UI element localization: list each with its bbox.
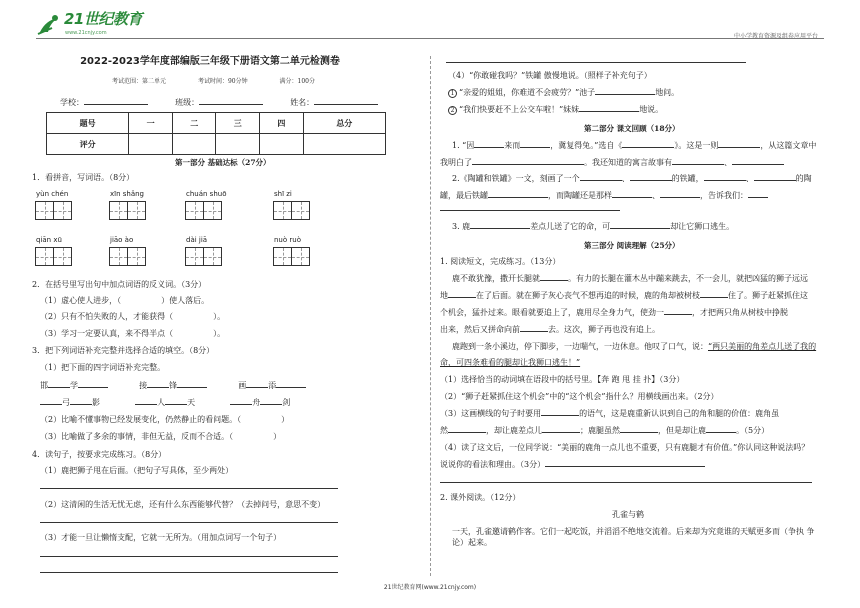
answer-blank[interactable] <box>542 432 580 433</box>
passage-line <box>452 341 816 352</box>
reading1-prompt: 1. 阅读短文，完成练习。（13分） <box>440 257 561 266</box>
pinyin-box-group <box>110 190 146 220</box>
review-text: 》。这是一则 <box>674 141 719 150</box>
answer-blank[interactable] <box>579 111 639 112</box>
answer-line[interactable] <box>40 572 338 573</box>
answer-blank[interactable] <box>700 297 728 298</box>
passage-text: 鹿不敢犹豫，撒开长腿就 <box>452 274 540 283</box>
question-text: 的语气，这是鹿重新认识到自己的角和腿的价值：鹿角虽 <box>579 409 780 418</box>
q3-item: （2）比喻不懂事物已经发展变化，仍然静止的看问题。（ ） <box>40 415 290 424</box>
logo-url: www.21cnjy.com <box>65 30 107 36</box>
review-text: 。我还知道的寓言故事有 <box>584 158 672 167</box>
score-cell[interactable] <box>260 134 304 155</box>
answer-line[interactable] <box>440 482 812 483</box>
site-logo <box>36 10 156 38</box>
review-text: 2.《陶罐和铁罐》一文，刻画了一个 <box>452 174 580 183</box>
name-label: 姓名： <box>290 98 315 107</box>
char-grid[interactable] <box>274 247 310 266</box>
idiom-char: 人 <box>157 398 166 407</box>
exam-scope: 考试范围：第二单元 <box>112 78 167 85</box>
review-q2: 2.《陶罐和铁罐》一文，刻画了一个 、 的铁罐， 、 的陶 <box>452 174 812 183</box>
q4-sentence-end: 地说。 <box>639 105 664 114</box>
idiom-char: 舟 <box>252 398 261 407</box>
idiom-row <box>40 397 290 408</box>
pinyin-box-group <box>274 190 310 220</box>
reading-question-cont <box>440 425 769 436</box>
review-q2-cont: 罐，最后铁罐 ，而陶罐还是那样 、 ，告诉我们： <box>440 190 768 201</box>
runner-logo-icon <box>36 14 62 36</box>
part1-heading: 第一部分 基础达标（27分） <box>175 158 271 167</box>
score-header-cell: 二 <box>172 113 216 134</box>
answer-blank[interactable] <box>664 314 692 315</box>
exam-time: 考试时间：90分钟 <box>197 78 248 85</box>
answer-blank[interactable] <box>448 297 476 298</box>
q4-subitem <box>448 87 679 98</box>
passage-line <box>440 324 660 335</box>
passage-text: ，才把两只角从树枝中挣脱 <box>692 308 788 317</box>
answer-blank[interactable] <box>718 147 760 148</box>
reading2-prompt: 2. 课外阅读。（12分） <box>440 493 521 502</box>
q4-item: （2）这清闲的生活无忧无虑，还有什么东西能够代替？（去掉问号，意思不变） <box>40 500 326 509</box>
review-q1-cont <box>440 157 784 168</box>
page-footer: 21世纪教育网(www.21cnjy.com) <box>383 584 477 591</box>
answer-blank[interactable] <box>470 228 530 229</box>
answer-line[interactable] <box>40 488 338 489</box>
review-text: ，从这篇文章中 <box>760 141 817 150</box>
idiom-blank[interactable] <box>40 404 62 405</box>
header-divider <box>36 38 824 39</box>
idiom-blank[interactable] <box>230 404 252 405</box>
reading-question: （2）“狮子赶紧抓住这个机会”中的“这个机会”指什么？用横线画出来。（2分） <box>440 392 719 401</box>
question-text: 然 <box>440 426 448 435</box>
answer-line[interactable] <box>40 522 338 523</box>
circle-number-icon: 1 <box>448 89 457 98</box>
pinyin-label: shī zi <box>274 190 292 198</box>
review-text: ，告诉我们： <box>700 191 748 200</box>
score-header-cell: 一 <box>129 113 173 134</box>
part3-heading: 第三部分 阅读理解（25分） <box>584 241 680 250</box>
exam-full-score: 满分：100分 <box>279 78 315 85</box>
idiom-blank[interactable] <box>78 387 108 388</box>
q4-item: （4）“你敢碰我吗？”铁罐 傲慢地说。（照样子补充句子） <box>448 71 652 80</box>
review-text: 的铁罐， <box>671 174 704 183</box>
score-table <box>46 112 386 155</box>
idiom-blank[interactable] <box>246 387 268 388</box>
answer-blank[interactable] <box>488 197 548 198</box>
q2-item: （2）只有不怕失败的人，才能获得（ ）。 <box>40 312 226 321</box>
q1-prompt: 1．看拼音，写词语。（8分） <box>32 173 135 182</box>
score-header-cell: 题号 <box>47 113 129 134</box>
passage-text: 地 <box>440 291 448 300</box>
char-grid[interactable] <box>186 247 222 266</box>
story-title: 孔雀与鹤 <box>612 510 644 519</box>
underlined-sentence: “两只美丽的角差点儿送了我的 <box>708 342 817 351</box>
passage-line <box>452 273 808 284</box>
idiom-blank[interactable] <box>276 387 306 388</box>
class-label: 班级： <box>175 98 200 107</box>
q4-sentence: “亲爱的姐姐，你难道不会疲劳？”池子 <box>459 88 596 97</box>
passage-line <box>440 290 808 301</box>
question-text: （3）这画横线的句子时要用 <box>440 409 542 418</box>
idiom-blank[interactable] <box>260 404 282 405</box>
pinyin-box-group <box>110 236 146 266</box>
pinyin-box-group <box>36 190 72 220</box>
passage-text: 在了后面。就在狮子灰心丧气不想再追的时候，鹿的角却被树枝 <box>476 291 700 300</box>
answer-line[interactable] <box>446 62 746 63</box>
review-text: 、 <box>724 158 732 167</box>
q4-sentence-end: 地问。 <box>655 88 680 97</box>
reading-question: （4）读了这文后，一位同学说：“美丽的鹿角一点儿也不重要，只有鹿腿才有价值。”你认同这种说法吗？ <box>440 443 810 452</box>
answer-blank[interactable] <box>660 197 700 198</box>
review-text: 1. “因 <box>452 141 475 150</box>
answer-blank[interactable] <box>706 432 736 433</box>
reading-question: （1）选择恰当的动词填在语段中的括号里。【奔 跑 甩 挂 扑】（3分） <box>440 375 685 384</box>
review-text: 却让它狮口逃生。 <box>670 222 735 231</box>
score-table-header-row <box>47 113 386 134</box>
answer-line[interactable] <box>40 556 338 557</box>
story-paragraph: 一天，孔雀邀请鹤作客。它们一起吃饭，并滔滔不绝地交流着。后来却为究竟谁的天赋更多而（争执 争论）起来。 <box>452 527 815 547</box>
score-header-cell: 四 <box>260 113 304 134</box>
answer-blank[interactable] <box>580 180 622 181</box>
pinyin-label: dài jiā <box>186 236 208 244</box>
answer-blank[interactable] <box>754 180 796 181</box>
idiom-blank[interactable] <box>165 404 187 405</box>
underlined-sentence: 命，可四条难看的腿却让我狮口逃生！” <box>440 358 581 367</box>
answer-line[interactable] <box>440 210 620 211</box>
part2-heading: 第二部分 课文回顾（18分） <box>584 124 680 133</box>
pinyin-box-group <box>186 236 222 266</box>
answer-blank[interactable] <box>672 164 724 165</box>
passage-text: 去。这次，狮子再也没有追上。 <box>548 325 660 334</box>
answer-blank[interactable] <box>448 432 486 433</box>
answer-blank[interactable] <box>545 466 705 467</box>
pinyin-label: yùn chén <box>36 190 69 198</box>
answer-blank[interactable] <box>520 331 548 332</box>
answer-blank[interactable] <box>704 180 746 181</box>
pinyin-label: qiān xū <box>36 236 62 244</box>
score-row-label: 评分 <box>47 134 129 155</box>
score-header-cell: 三 <box>216 113 260 134</box>
score-cell[interactable] <box>129 134 173 155</box>
pinyin-box-group <box>36 236 72 266</box>
answer-blank[interactable] <box>474 147 504 148</box>
score-cell[interactable] <box>303 134 385 155</box>
passage-text: 个机会，猛扑过来。眼看就要追上了，鹿用尽全身力气，使劲一 <box>440 308 664 317</box>
school-label: 学校： <box>60 98 84 107</box>
question-text: ，但是却让鹿 <box>658 426 706 435</box>
passage-line <box>440 357 580 368</box>
passage-text: 鹿跑到一条小溪边，停下脚步，一边喘气，一边休息。他叹了口气，说： <box>452 342 708 351</box>
q2-prompt: 2．在括号里写出句中加点词语的反义词。（3分） <box>32 280 207 289</box>
q3-sub-prompt: （1）把下面的四字词语补充完整。 <box>40 363 166 372</box>
q4-prompt: 4．读句子，按要求完成练习。（8分） <box>32 450 167 459</box>
passage-line <box>440 307 788 318</box>
review-text: 我明白了 <box>440 158 472 167</box>
idiom-blank[interactable] <box>48 387 70 388</box>
class-field[interactable] <box>199 104 263 105</box>
question-text: ；鹿腿虽然 <box>580 426 620 435</box>
passage-text: 出来，然后又拼命向前 <box>440 325 520 334</box>
answer-blank[interactable] <box>622 147 674 148</box>
pinyin-box-group <box>274 236 310 266</box>
idiom-char: 邯 <box>40 381 48 390</box>
score-header-cell: 总分 <box>303 113 385 134</box>
pinyin-label: nuò ruò <box>274 236 301 244</box>
question-text: 。（5分） <box>736 426 770 435</box>
idiom-char: 学 <box>70 381 78 390</box>
name-field[interactable] <box>314 104 378 105</box>
idiom-char: 剑 <box>282 398 291 407</box>
exam-title: 2022-2023学年度部编版三年级下册语文第二单元检测卷 <box>80 56 340 67</box>
q4-sentence: “我们快要赶不上公交车啦！”妹妹 <box>459 105 580 114</box>
question-text: 说说你的看法和理由。（3分） <box>440 460 546 469</box>
char-grid[interactable] <box>36 247 72 266</box>
answer-blank[interactable] <box>520 147 550 148</box>
pinyin-label: jiāo ào <box>110 236 134 244</box>
pinyin-label: chuán shuō <box>186 190 227 198</box>
reading-question <box>440 408 779 419</box>
q4-item: （1）鹿把狮子甩在后面。（把句子写具体，至少两处） <box>40 466 234 475</box>
char-grid[interactable] <box>274 201 310 220</box>
review-q1 <box>452 140 816 151</box>
char-grid[interactable] <box>186 201 226 220</box>
pinyin-box-group <box>186 190 226 220</box>
idiom-blank[interactable] <box>135 404 157 405</box>
score-cell[interactable] <box>172 134 216 155</box>
idiom-blank[interactable] <box>177 387 207 388</box>
answer-blank[interactable] <box>732 164 784 165</box>
review-text: 罐，最后铁罐 <box>440 191 488 200</box>
score-cell[interactable] <box>216 134 260 155</box>
review-text: ，而陶罐还是那样 <box>548 191 612 200</box>
answer-blank[interactable] <box>620 432 658 433</box>
platform-name: 中小学教育资源及组卷应用平台 <box>733 33 818 40</box>
idiom-char: 接 <box>139 381 148 390</box>
column-divider <box>430 56 431 576</box>
passage-text: 。有力的长腿在灌木丛中蹦来跳去，不一会儿，就把凶猛的狮子远远 <box>568 274 808 283</box>
idiom-char: 锋 <box>169 381 178 390</box>
answer-blank[interactable] <box>610 228 670 229</box>
circle-number-icon: 2 <box>448 106 457 115</box>
review-text: 3. 鹿 <box>452 222 471 231</box>
answer-blank[interactable] <box>541 415 579 416</box>
question-text: ，却让鹿差点儿 <box>486 426 542 435</box>
char-grid[interactable] <box>110 201 146 220</box>
reading-question-cont <box>440 459 705 470</box>
char-grid[interactable] <box>110 247 146 266</box>
student-info <box>60 97 378 108</box>
logo-text: 21世纪教育 <box>64 10 142 28</box>
school-field[interactable] <box>84 104 148 105</box>
review-text: 差点儿送了它的命，可 <box>530 222 611 231</box>
q2-item: （1）虚心使人进步，（ ）使人落后。 <box>40 296 210 305</box>
idiom-blank[interactable] <box>70 404 92 405</box>
idiom-row <box>40 380 306 391</box>
answer-blank[interactable] <box>595 94 655 95</box>
idiom-char: 添 <box>268 381 277 390</box>
q3-prompt: 3．把下列词语补充完整并选择合适的填空。（8分） <box>32 346 215 355</box>
review-q3 <box>452 221 734 232</box>
idiom-char: 影 <box>92 398 100 407</box>
answer-blank[interactable] <box>630 180 672 181</box>
idiom-blank[interactable] <box>147 387 169 388</box>
q4-subitem <box>448 104 663 115</box>
q2-item: （3）学习一定要认真，来不得半点（ ）。 <box>40 329 226 338</box>
idiom-char: 天 <box>187 398 196 407</box>
q3-item: （3）比喻做了多余的事情，非但无益，反而不合适。（ ） <box>40 432 282 441</box>
score-table-score-row <box>47 134 386 155</box>
exam-meta <box>112 76 345 85</box>
pinyin-label: xīn shǎng <box>110 190 145 198</box>
idiom-char: 画 <box>238 381 247 390</box>
q4-item: （3）才能一旦让懒惰支配，它就一无所为。（用加点词写一个句子） <box>40 533 282 542</box>
passage-text: 住了。狮子赶紧抓住这 <box>728 291 808 300</box>
review-text: 来而 <box>504 141 521 150</box>
review-text: ，冀复得兔。”选自《 <box>550 141 623 150</box>
char-grid[interactable] <box>36 201 72 220</box>
answer-blank[interactable] <box>540 280 568 281</box>
review-text: 的陶 <box>795 174 812 183</box>
answer-blank[interactable] <box>612 197 652 198</box>
answer-blank[interactable] <box>472 164 584 165</box>
answer-blank[interactable] <box>748 197 768 198</box>
idiom-char: 弓 <box>62 398 70 407</box>
